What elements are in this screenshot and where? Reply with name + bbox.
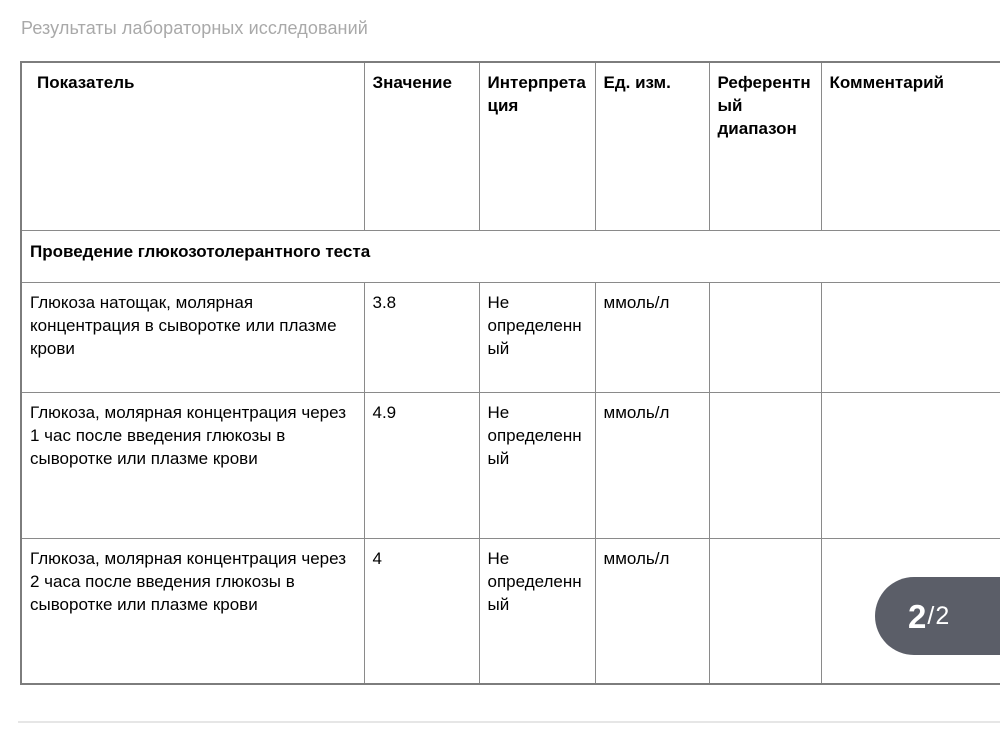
cell-unit: ммоль/л bbox=[595, 282, 709, 392]
table-header bbox=[21, 62, 1000, 230]
table-body bbox=[21, 230, 1000, 684]
table-row bbox=[21, 282, 1000, 392]
bottom-divider bbox=[18, 721, 1000, 723]
column-header-comment: Комментарий bbox=[821, 62, 1000, 230]
cell-interpretation: Не определенный bbox=[479, 282, 595, 392]
table-header-row bbox=[21, 62, 1000, 230]
cell-value: 3.8 bbox=[364, 282, 479, 392]
page-current: 2 bbox=[908, 597, 927, 635]
cell-reference-range bbox=[709, 282, 821, 392]
cell-unit: ммоль/л bbox=[595, 392, 709, 538]
cell-reference-range bbox=[709, 538, 821, 684]
cell-indicator: Глюкоза натощак, молярная концентрация в сыворотке или плазме крови bbox=[21, 282, 364, 392]
cell-indicator: Глюкоза, молярная концентрация через 1 час после введения глюкозы в сыворотке или плазме крови bbox=[21, 392, 364, 538]
page-title: Результаты лабораторных исследований bbox=[21, 18, 368, 38]
cell-comment bbox=[821, 392, 1000, 538]
lab-results-table bbox=[20, 61, 1000, 685]
cell-indicator: Глюкоза, молярная концентрация через 2 часа после введения глюкозы в сыворотке или плазме крови bbox=[21, 538, 364, 684]
lab-results-table-container bbox=[20, 61, 1000, 685]
column-header-unit: Ед. изм. bbox=[595, 62, 709, 230]
column-header-indicator: Показатель bbox=[21, 62, 364, 230]
column-header-interpretation: Интерпретация bbox=[479, 62, 595, 230]
cell-interpretation: Не определенный bbox=[479, 538, 595, 684]
table-row bbox=[21, 392, 1000, 538]
cell-unit: ммоль/л bbox=[595, 538, 709, 684]
page-separator: / bbox=[927, 601, 935, 630]
column-header-reference-range: Референтный диапазон bbox=[709, 62, 821, 230]
cell-value: 4 bbox=[364, 538, 479, 684]
page-total: 2 bbox=[935, 601, 950, 630]
cell-reference-range bbox=[709, 392, 821, 538]
page-indicator-badge bbox=[875, 577, 1000, 655]
section-title: Проведение глюкозотолерантного теста bbox=[21, 230, 1000, 282]
table-row bbox=[21, 538, 1000, 684]
table-section-row bbox=[21, 230, 1000, 282]
cell-value: 4.9 bbox=[364, 392, 479, 538]
cell-interpretation: Не определенный bbox=[479, 392, 595, 538]
column-header-value: Значение bbox=[364, 62, 479, 230]
cell-comment bbox=[821, 282, 1000, 392]
